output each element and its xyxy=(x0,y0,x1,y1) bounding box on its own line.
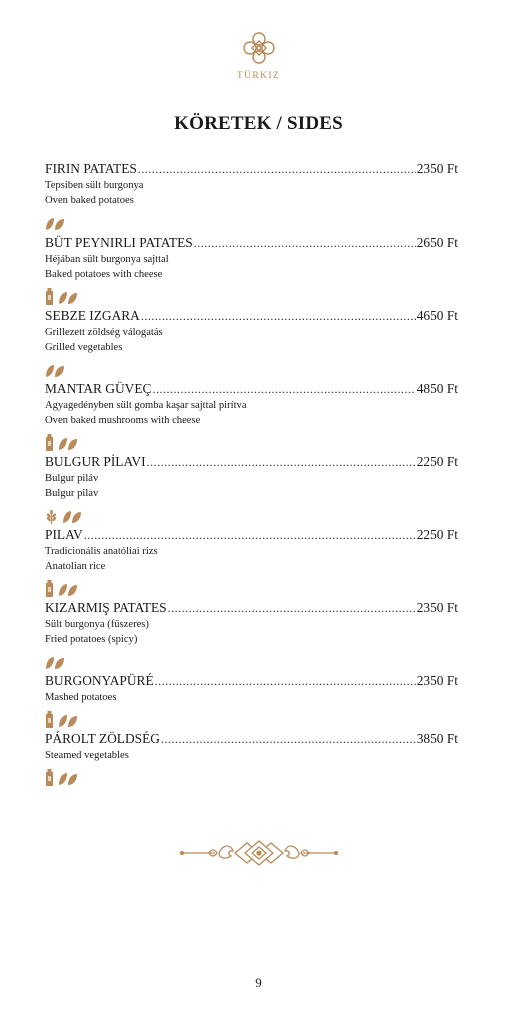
diet-icons xyxy=(45,431,458,451)
menu-item xyxy=(45,730,458,786)
menu-item-header xyxy=(45,234,458,252)
menu-item xyxy=(45,160,458,231)
menu-item-name: BULGUR PİLAVI xyxy=(45,454,146,469)
menu-item-description: Oven baked potatoes xyxy=(45,195,134,206)
diet-icons xyxy=(45,766,458,786)
diet-icons xyxy=(45,708,458,728)
menu-item-description: Anatolian rice xyxy=(45,561,106,572)
milk-bottle-icon xyxy=(45,580,54,597)
page-number: 9 xyxy=(255,975,262,990)
menu-item-description: Steamed vegetables xyxy=(45,750,129,761)
menu-item-description: Agyagedényben sült gomba kaşar sajttal pirítva xyxy=(45,400,247,411)
menu-item-name: BURGONYAPÜRÉ xyxy=(45,673,154,688)
menu-item-name: PILAV xyxy=(45,527,83,542)
menu-item-description: Oven baked mushrooms with cheese xyxy=(45,415,201,426)
menu-item-price: 2650 Ft xyxy=(416,235,458,250)
menu-item-description: Bulgur pilav xyxy=(45,488,99,499)
dot-leader xyxy=(84,527,416,544)
menu-item-description: Grilled vegetables xyxy=(45,342,123,353)
dot-leader xyxy=(155,673,416,690)
dot-leader xyxy=(161,731,416,748)
menu-item-header xyxy=(45,526,458,544)
menu-item-name: BÜT PEYNIRLI PATATES xyxy=(45,235,193,250)
menu-item-price: 2350 Ft xyxy=(416,161,458,176)
menu-item-name: KIZARMIŞ PATATES xyxy=(45,600,167,615)
leaf-icon xyxy=(58,291,78,305)
menu-item-price: 2350 Ft xyxy=(416,600,458,615)
page-title: KÖRETEK / SIDES xyxy=(174,113,343,134)
menu-item-description: Tradicionális anatóliai rizs xyxy=(45,546,158,557)
menu-item xyxy=(45,234,458,305)
leaf-icon xyxy=(58,772,78,786)
menu-item-price: 4650 Ft xyxy=(416,308,458,323)
milk-bottle-icon xyxy=(45,434,54,451)
menu-item-price: 4850 Ft xyxy=(416,381,458,396)
milk-bottle-icon xyxy=(45,711,54,728)
menu-item-description: Sült burgonya (fűszeres) xyxy=(45,619,149,630)
menu-item-description: Mashed potatoes xyxy=(45,692,117,703)
leaf-icon xyxy=(45,656,65,670)
floral-ornament-icon xyxy=(239,28,279,68)
menu-item xyxy=(45,307,458,378)
milk-bottle-icon xyxy=(45,288,54,305)
menu-item xyxy=(45,599,458,670)
diet-icons xyxy=(45,650,458,670)
dot-leader xyxy=(194,235,416,252)
menu-item-header xyxy=(45,730,458,748)
menu-item-price: 2250 Ft xyxy=(416,454,458,469)
menu-item-description: Tepsiben sült burgonya xyxy=(45,180,144,191)
menu-item-name: PÁROLT ZÖLDSÉG xyxy=(45,731,160,746)
menu-item-header xyxy=(45,453,458,471)
leaf-icon xyxy=(58,583,78,597)
diet-icons xyxy=(45,577,458,597)
leaf-icon xyxy=(45,217,65,231)
leaf-icon xyxy=(58,714,78,728)
menu-item-header xyxy=(45,307,458,325)
menu-item-name: MANTAR GÜVEÇ xyxy=(45,381,152,396)
menu-item-header xyxy=(45,672,458,690)
menu-item-header xyxy=(45,380,458,398)
menu-item xyxy=(45,526,458,597)
menu-item-description: Grillezett zöldség válogatás xyxy=(45,327,163,338)
menu-item xyxy=(45,672,458,728)
menu-item-description: Fried potatoes (spicy) xyxy=(45,634,138,645)
menu-item-description: Héjában sült burgonya sajttal xyxy=(45,254,169,265)
wheat-icon xyxy=(45,510,58,524)
decorative-divider xyxy=(0,838,517,868)
brand-logo xyxy=(0,28,517,81)
diet-icons xyxy=(45,358,458,378)
brand-name: TÜRKIZ xyxy=(236,71,281,81)
leaf-icon xyxy=(58,437,78,451)
leaf-icon xyxy=(45,364,65,378)
menu-item-price: 3850 Ft xyxy=(416,731,458,746)
menu-item-price: 2250 Ft xyxy=(416,527,458,542)
menu-item-description: Baked potatoes with cheese xyxy=(45,269,163,280)
dot-leader xyxy=(152,381,415,398)
diet-icons xyxy=(45,285,458,305)
milk-bottle-icon xyxy=(45,769,54,786)
diet-icons xyxy=(45,504,458,524)
menu-item-header xyxy=(45,599,458,617)
dot-leader xyxy=(138,161,416,178)
leaf-icon xyxy=(62,510,82,524)
menu-item xyxy=(45,453,458,524)
dot-leader xyxy=(147,454,416,471)
menu-item-header xyxy=(45,160,458,178)
menu-item-description: Bulgur piláv xyxy=(45,473,99,484)
menu-item xyxy=(45,380,458,451)
menu-item-price: 2350 Ft xyxy=(416,673,458,688)
menu-item-name: FIRIN PATATES xyxy=(45,161,137,176)
diet-icons xyxy=(45,211,458,231)
menu-item-name: SEBZE IZGARA xyxy=(45,308,140,323)
dot-leader xyxy=(141,308,416,325)
dot-leader xyxy=(168,600,416,617)
ornamental-divider-icon xyxy=(179,838,339,868)
